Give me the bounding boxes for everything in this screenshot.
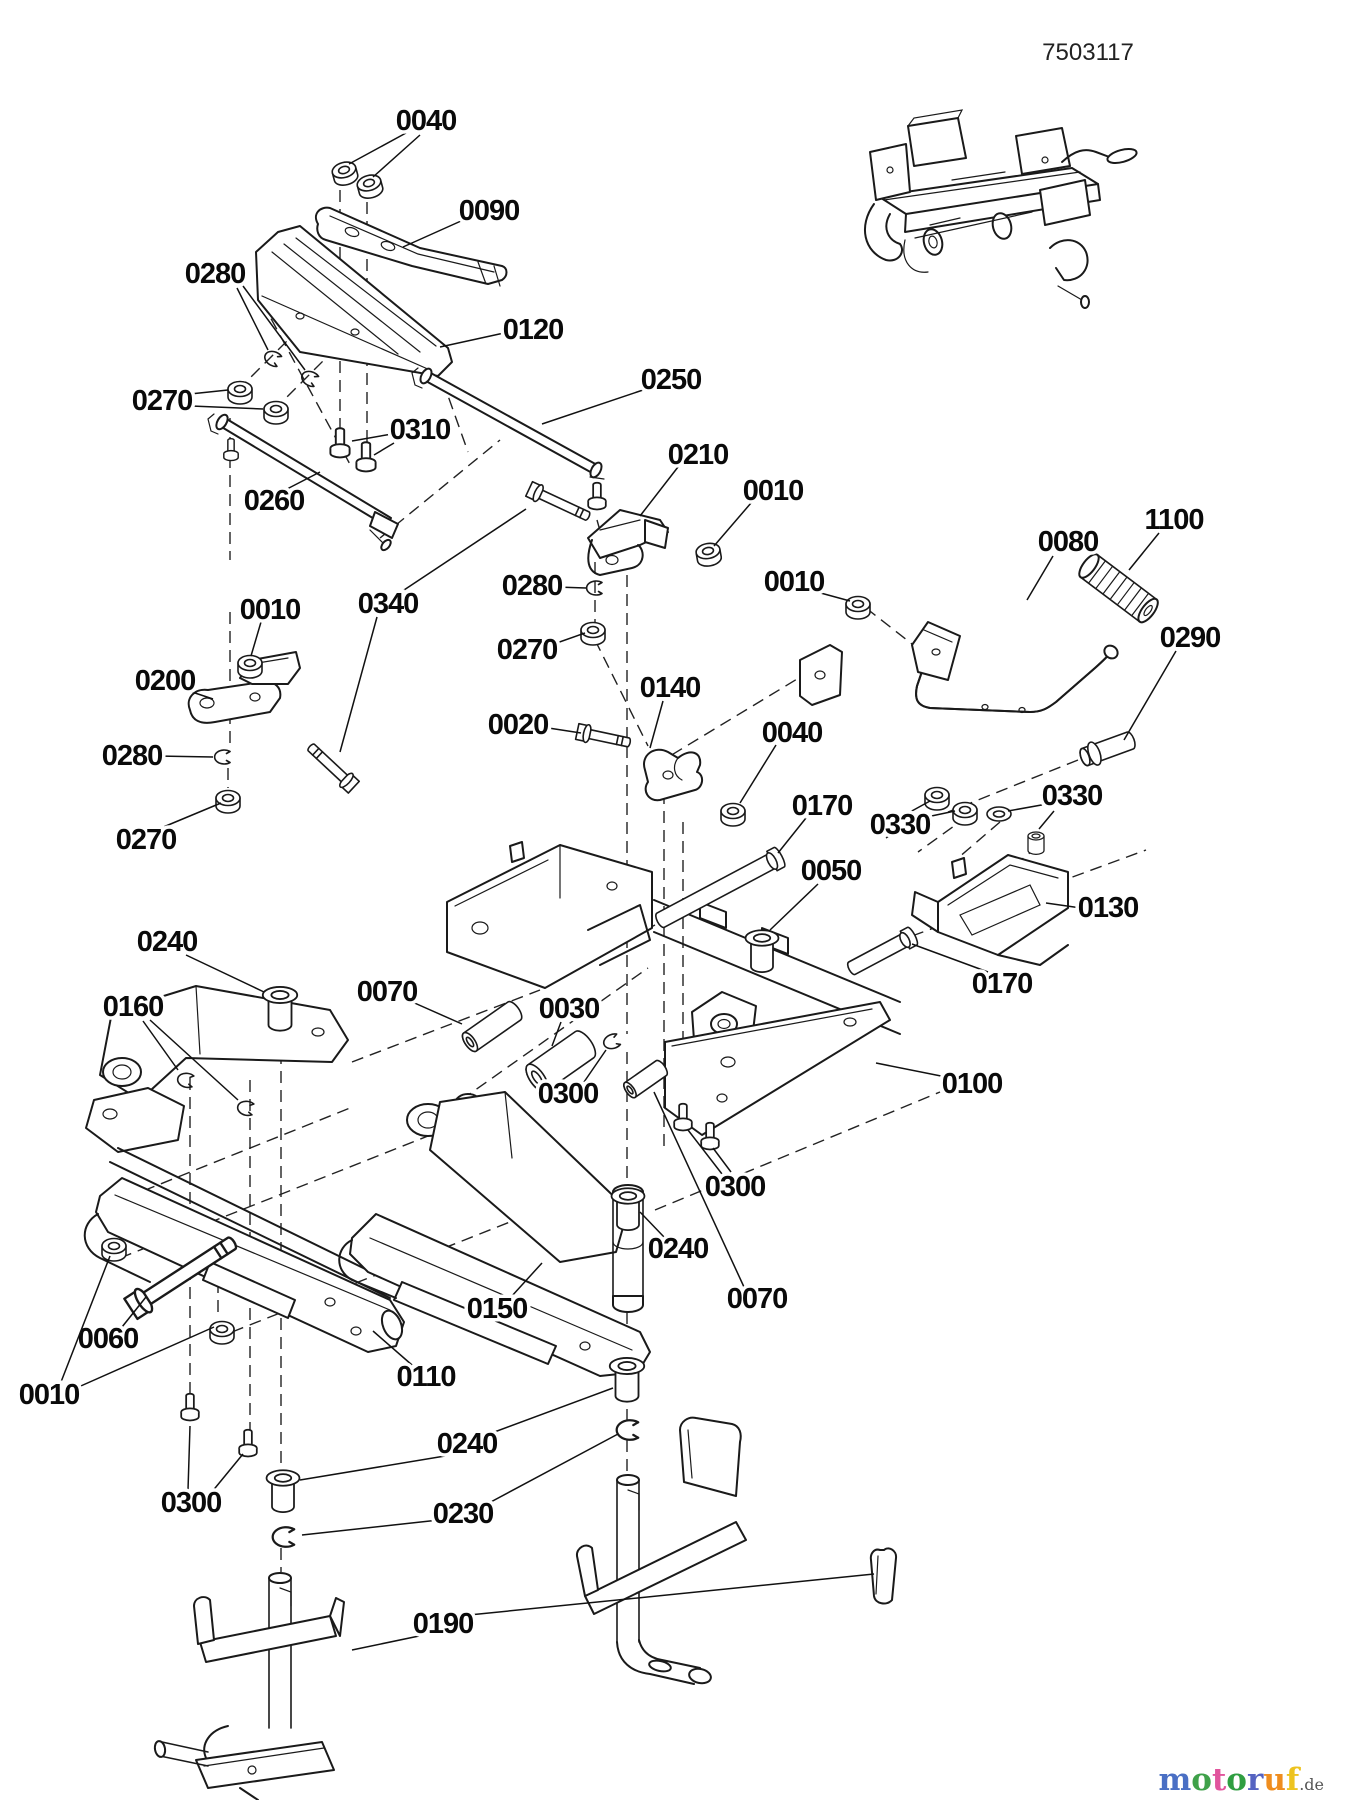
frame-left-bracket bbox=[447, 842, 652, 988]
hardware-cclip bbox=[617, 1420, 639, 1440]
brand-logo-letters bbox=[1158, 1762, 1299, 1798]
hardware-tube bbox=[622, 1059, 670, 1100]
callout-leader bbox=[352, 434, 392, 441]
callout-leader bbox=[1027, 556, 1053, 600]
callout-leader bbox=[191, 406, 263, 409]
callout-label: 0340 bbox=[357, 588, 419, 620]
callout-label: 0270 bbox=[496, 634, 558, 666]
hardware-screw bbox=[224, 439, 238, 461]
callout-label: 0120 bbox=[502, 314, 564, 346]
hardware-nut bbox=[264, 402, 288, 425]
hardware-nut bbox=[228, 382, 252, 405]
brand-letter: o bbox=[1226, 1762, 1247, 1798]
brand-letter: u bbox=[1263, 1762, 1286, 1798]
callout-label: 0260 bbox=[243, 485, 305, 517]
callout-leader bbox=[778, 818, 806, 853]
hardware-cclip bbox=[602, 1033, 621, 1051]
part-0080-crank-handle bbox=[800, 622, 1120, 713]
callout-0240 bbox=[137, 926, 264, 992]
callout-0140 bbox=[640, 672, 701, 748]
brand-letter: t bbox=[1211, 1762, 1227, 1798]
hardware-nut bbox=[846, 597, 870, 620]
hardware-nut bbox=[925, 788, 949, 811]
callout-leader bbox=[410, 1001, 462, 1024]
part-0260-tie-rod bbox=[208, 413, 398, 552]
callout-0290 bbox=[1124, 622, 1220, 740]
callout-label: 0300 bbox=[160, 1487, 222, 1519]
callout-label: 0040 bbox=[761, 717, 823, 749]
hardware-nut bbox=[330, 160, 359, 188]
callout-leader bbox=[876, 1063, 946, 1077]
hardware-nut bbox=[102, 1239, 126, 1262]
hardware-pin bbox=[1077, 728, 1138, 770]
callout-label: 0060 bbox=[77, 1323, 139, 1355]
callout-label: 0030 bbox=[538, 993, 600, 1025]
part-1100-grip bbox=[1076, 551, 1162, 625]
callout-leader bbox=[1124, 651, 1176, 740]
brand-letter: m bbox=[1158, 1762, 1192, 1798]
callout-leader bbox=[770, 884, 818, 930]
assembled-view-thumbnail bbox=[865, 110, 1138, 308]
callout-label: 0040 bbox=[395, 105, 457, 137]
callout-0010 bbox=[240, 594, 301, 656]
hardware-cclip bbox=[262, 349, 282, 368]
callout-leader bbox=[61, 1256, 110, 1382]
hardware-cclip bbox=[177, 1072, 195, 1088]
callout-0280 bbox=[502, 570, 586, 602]
hardware-bushf bbox=[263, 987, 298, 1031]
callout-label: 0130 bbox=[1077, 892, 1139, 924]
callout-0300 bbox=[161, 1426, 243, 1519]
hardware-bush bbox=[1028, 832, 1044, 854]
callout-label: 0170 bbox=[971, 968, 1033, 1000]
hardware-cclip bbox=[299, 369, 319, 388]
callout-0270 bbox=[497, 633, 585, 666]
callout-label: 0270 bbox=[131, 385, 193, 417]
callout-leader bbox=[340, 617, 377, 752]
callout-0090 bbox=[403, 195, 519, 247]
callout-0280 bbox=[102, 740, 213, 772]
callout-leader bbox=[300, 1456, 445, 1480]
callout-leader bbox=[251, 622, 261, 656]
callout-0020 bbox=[488, 709, 581, 741]
callout-label: 0010 bbox=[763, 566, 825, 598]
callout-label: 1100 bbox=[1144, 504, 1204, 536]
callout-leader bbox=[349, 133, 406, 164]
callout-label: 0110 bbox=[396, 1361, 456, 1393]
hardware-bushf bbox=[267, 1470, 300, 1512]
hardware-screw bbox=[181, 1394, 199, 1421]
hardware-bushf bbox=[612, 1188, 645, 1230]
hardware-washer bbox=[987, 807, 1011, 821]
callout-0170 bbox=[778, 790, 852, 853]
part-0130-slide-bracket bbox=[912, 855, 1068, 965]
callout-0270 bbox=[116, 803, 221, 856]
callout-label: 0330 bbox=[869, 809, 931, 841]
hardware-bolt bbox=[304, 740, 360, 794]
hardware-cclip bbox=[237, 1100, 255, 1116]
part-0210-pivot-bracket bbox=[588, 510, 668, 575]
hardware-screw bbox=[588, 483, 606, 510]
callout-leader bbox=[713, 1148, 731, 1172]
callout-0010 bbox=[714, 475, 803, 546]
callout-label: 0310 bbox=[389, 414, 451, 446]
callout-label: 0280 bbox=[501, 570, 563, 602]
hardware-nut bbox=[953, 803, 977, 826]
callout-leader bbox=[188, 1426, 190, 1490]
callout-label: 0240 bbox=[136, 926, 198, 958]
hardware-screw bbox=[239, 1430, 257, 1457]
callout-label: 0100 bbox=[941, 1068, 1003, 1100]
callout-leader bbox=[740, 745, 776, 803]
hardware-bolt bbox=[575, 723, 632, 752]
callout-label: 0020 bbox=[487, 709, 549, 741]
callout-label: 0140 bbox=[639, 672, 701, 704]
callout-label: 0270 bbox=[115, 824, 177, 856]
callout-0170 bbox=[912, 944, 1032, 1000]
part-0190-lift-fork-left bbox=[154, 1573, 344, 1800]
hardware-tube bbox=[460, 999, 525, 1054]
hardware-cclip bbox=[273, 1527, 295, 1547]
callout-leader bbox=[440, 333, 504, 347]
callout-label: 0150 bbox=[466, 1293, 528, 1325]
callout-label: 0240 bbox=[436, 1428, 498, 1460]
callout-label: 0170 bbox=[791, 790, 853, 822]
callout-label: 0080 bbox=[1037, 526, 1099, 558]
callout-label: 0300 bbox=[537, 1078, 599, 1110]
callout-label: 0240 bbox=[647, 1233, 709, 1265]
callout-label: 0300 bbox=[704, 1171, 766, 1203]
callout-label: 0010 bbox=[18, 1379, 80, 1411]
callout-0330 bbox=[1008, 780, 1102, 829]
callout-label: 0010 bbox=[742, 475, 804, 507]
callout-leader bbox=[650, 701, 663, 748]
callout-leader bbox=[352, 1636, 419, 1650]
brand-letter: f bbox=[1285, 1762, 1300, 1798]
drawing-number: 7503117 bbox=[1042, 39, 1134, 66]
part-0190-lift-fork-right bbox=[577, 1418, 896, 1686]
callout-label: 0280 bbox=[184, 258, 246, 290]
callout-leader bbox=[403, 221, 461, 247]
callout-label: 0050 bbox=[800, 855, 862, 887]
callout-leader bbox=[640, 467, 678, 516]
hardware-cclip bbox=[215, 750, 230, 764]
callout-label: 0070 bbox=[726, 1283, 788, 1315]
hardware-nut bbox=[721, 804, 745, 827]
callout-0120 bbox=[440, 314, 563, 347]
hardware-bushf bbox=[746, 930, 779, 972]
callout-label: 0160 bbox=[102, 991, 164, 1023]
callout-label: 0230 bbox=[432, 1498, 494, 1530]
hardware-nut bbox=[210, 1322, 234, 1345]
hardware-bushf bbox=[610, 1358, 645, 1402]
callout-0240 bbox=[640, 1212, 708, 1265]
hardware-nut bbox=[355, 173, 384, 201]
callout-label: 0210 bbox=[667, 439, 729, 471]
part-0140-clamp bbox=[644, 750, 702, 801]
callout-label: 0010 bbox=[239, 594, 301, 626]
callout-label: 0200 bbox=[134, 665, 196, 697]
callout-leader bbox=[190, 390, 228, 394]
hardware-pinlong bbox=[845, 926, 920, 978]
callout-0040 bbox=[349, 105, 456, 177]
callout-label: 0090 bbox=[458, 195, 520, 227]
callout-leader bbox=[373, 135, 420, 177]
callout-leader bbox=[302, 1520, 439, 1535]
callout-leader bbox=[156, 756, 213, 757]
callout-leader bbox=[487, 1434, 618, 1504]
callout-label: 0070 bbox=[356, 976, 418, 1008]
hardware-screw bbox=[356, 442, 375, 471]
callout-leader bbox=[489, 1388, 613, 1434]
callout-label: 0250 bbox=[640, 364, 702, 396]
callout-0250 bbox=[542, 364, 701, 424]
callout-leader bbox=[542, 390, 643, 424]
hardware-screw bbox=[330, 428, 349, 457]
callout-leader bbox=[469, 1574, 874, 1615]
callout-0210 bbox=[640, 439, 728, 516]
brand-logo bbox=[1158, 1762, 1324, 1798]
callout-0010 bbox=[764, 566, 850, 601]
callout-1100 bbox=[1129, 504, 1203, 570]
callout-leader bbox=[714, 503, 751, 546]
callout-0070 bbox=[357, 976, 462, 1024]
callout-label: 0290 bbox=[1159, 622, 1221, 654]
callout-label: 0190 bbox=[412, 1608, 474, 1640]
callout-leader bbox=[1129, 533, 1159, 570]
hardware-nut bbox=[216, 791, 240, 814]
brand-letter: o bbox=[1191, 1762, 1212, 1798]
hardware-nut bbox=[238, 656, 262, 679]
callout-label: 0330 bbox=[1041, 780, 1103, 812]
callout-0240 bbox=[300, 1388, 613, 1480]
callout-leader bbox=[1039, 811, 1054, 829]
brand-logo-suffix: .de bbox=[1299, 1775, 1324, 1794]
hardware-bolt bbox=[525, 481, 592, 525]
hardware-nut bbox=[695, 542, 723, 568]
callout-label: 0280 bbox=[101, 740, 163, 772]
callout-0100 bbox=[876, 1063, 1002, 1100]
brand-letter: r bbox=[1246, 1762, 1264, 1798]
